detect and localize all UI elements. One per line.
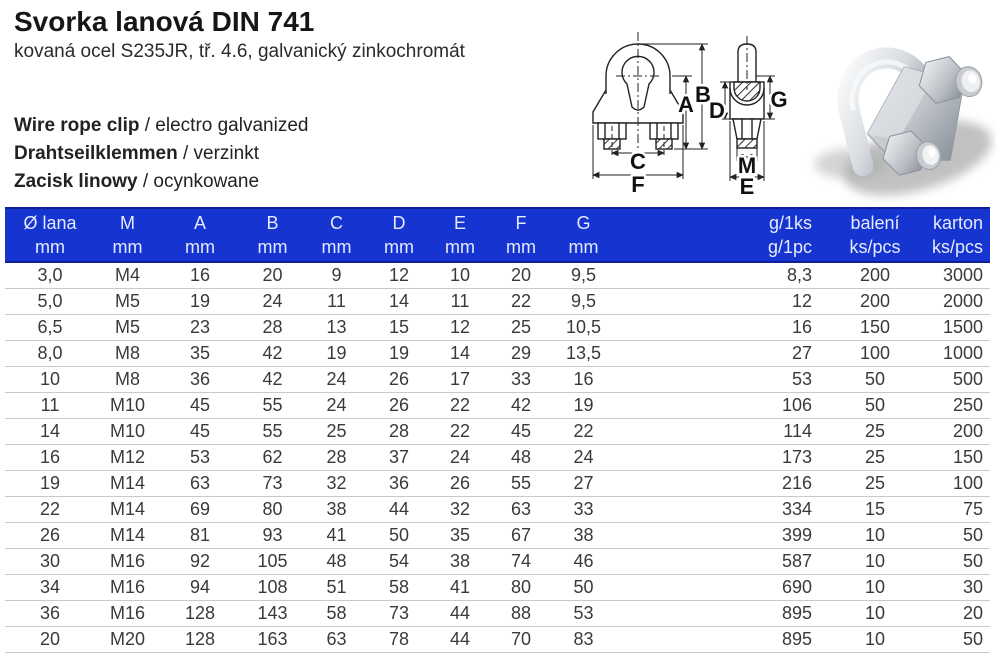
table-cell: 200: [830, 262, 920, 289]
table-cell: 92: [160, 549, 240, 575]
table-cell: M14: [95, 471, 160, 497]
table-cell: 50: [830, 393, 920, 419]
table-row: [5, 419, 990, 445]
table-cell: 6,5: [5, 315, 95, 341]
table-cell: M5: [95, 315, 160, 341]
table-cell: 19: [305, 341, 368, 367]
table-cell: 13: [305, 315, 368, 341]
table-cell: 80: [240, 497, 305, 523]
table-cell: 23: [160, 315, 240, 341]
spec-table: [5, 207, 990, 653]
table-cell: 73: [368, 601, 430, 627]
product-name-de-desc: / verzinkt: [177, 143, 259, 164]
table-cell: M10: [95, 393, 160, 419]
table-cell: 88: [490, 601, 552, 627]
table-cell: 28: [305, 445, 368, 471]
table-cell: 63: [490, 497, 552, 523]
table-cell: 41: [305, 523, 368, 549]
table-row: [5, 315, 990, 341]
table-cell: 94: [160, 575, 240, 601]
table-cell: 12: [430, 315, 490, 341]
table-cell: 45: [160, 419, 240, 445]
table-cell: 38: [305, 497, 368, 523]
table-cell: 33: [552, 497, 615, 523]
table-cell: 10: [830, 523, 920, 549]
table-cell: 50: [920, 549, 990, 575]
table-cell: 44: [430, 601, 490, 627]
table-cell: 28: [368, 419, 430, 445]
table-cell: 38: [552, 523, 615, 549]
table-cell: 20: [490, 262, 552, 289]
table-cell: 55: [490, 471, 552, 497]
dim-label-d: D: [709, 98, 725, 123]
table-cell: 16: [160, 262, 240, 289]
table-cell: M4: [95, 262, 160, 289]
table-cell: 48: [305, 549, 368, 575]
table-cell: M20: [95, 627, 160, 653]
table-cell: 150: [830, 315, 920, 341]
column-header: M mm: [95, 208, 160, 262]
table-cell: 78: [368, 627, 430, 653]
table-cell: 399: [615, 523, 830, 549]
table-cell: 24: [430, 445, 490, 471]
table-cell: M14: [95, 523, 160, 549]
table-row: [5, 262, 990, 289]
table-cell: 50: [368, 523, 430, 549]
table-cell: 93: [240, 523, 305, 549]
column-header: karton ks/pcs: [920, 208, 990, 262]
table-cell: 22: [490, 289, 552, 315]
table-cell: 26: [5, 523, 95, 549]
spec-table-head: [5, 208, 990, 262]
table-cell: 27: [552, 471, 615, 497]
table-cell: 26: [368, 393, 430, 419]
table-cell: 63: [160, 471, 240, 497]
table-cell: 51: [305, 575, 368, 601]
table-cell: 25: [830, 419, 920, 445]
table-cell: 14: [5, 419, 95, 445]
table-cell: 80: [490, 575, 552, 601]
table-cell: 22: [430, 393, 490, 419]
table-cell: 16: [552, 367, 615, 393]
table-cell: 10: [830, 601, 920, 627]
table-cell: 19: [5, 471, 95, 497]
table-cell: 58: [305, 601, 368, 627]
table-cell: 17: [430, 367, 490, 393]
table-cell: 150: [920, 445, 990, 471]
table-cell: 53: [615, 367, 830, 393]
table-cell: 14: [430, 341, 490, 367]
table-cell: 587: [615, 549, 830, 575]
table-row: [5, 627, 990, 653]
header-row: [5, 208, 990, 262]
product-name-pl-bold: Zacisk linowy: [14, 171, 138, 192]
table-cell: 75: [920, 497, 990, 523]
table-cell: 895: [615, 601, 830, 627]
table-cell: 3000: [920, 262, 990, 289]
product-name-pl: [14, 168, 308, 196]
table-cell: 22: [552, 419, 615, 445]
table-cell: 12: [615, 289, 830, 315]
table-cell: 1500: [920, 315, 990, 341]
table-cell: 24: [552, 445, 615, 471]
column-header: E mm: [430, 208, 490, 262]
column-header: B mm: [240, 208, 305, 262]
column-header: balení ks/pcs: [830, 208, 920, 262]
table-cell: 36: [160, 367, 240, 393]
dim-label-c: C: [630, 149, 646, 174]
table-cell: 50: [830, 367, 920, 393]
table-cell: 10: [430, 262, 490, 289]
column-header: g/1ks g/1pc: [615, 208, 830, 262]
table-cell: 8,0: [5, 341, 95, 367]
table-cell: 895: [615, 627, 830, 653]
table-cell: 45: [490, 419, 552, 445]
table-cell: 200: [920, 419, 990, 445]
table-cell: 500: [920, 367, 990, 393]
dim-label-a: A: [678, 92, 694, 117]
page-subtitle: kovaná ocel S235JR, tř. 4.6, galvanický zinkochromát: [14, 41, 465, 62]
table-cell: 70: [490, 627, 552, 653]
table-cell: 14: [368, 289, 430, 315]
table-cell: 41: [430, 575, 490, 601]
table-cell: 22: [5, 497, 95, 523]
table-cell: 81: [160, 523, 240, 549]
table-cell: 334: [615, 497, 830, 523]
table-cell: M14: [95, 497, 160, 523]
table-cell: 15: [830, 497, 920, 523]
table-cell: 114: [615, 419, 830, 445]
table-cell: 690: [615, 575, 830, 601]
table-cell: 105: [240, 549, 305, 575]
table-cell: 69: [160, 497, 240, 523]
table-cell: 35: [160, 341, 240, 367]
table-cell: 100: [920, 471, 990, 497]
column-header: Ø lana mm: [5, 208, 95, 262]
table-cell: 19: [552, 393, 615, 419]
table-cell: 24: [305, 393, 368, 419]
table-cell: 20: [920, 601, 990, 627]
table-cell: 9: [305, 262, 368, 289]
table-cell: 55: [240, 393, 305, 419]
dim-label-m: M: [737, 153, 757, 178]
table-cell: 11: [305, 289, 368, 315]
table-cell: 5,0: [5, 289, 95, 315]
table-cell: M16: [95, 575, 160, 601]
table-cell: 36: [5, 601, 95, 627]
table-cell: 22: [430, 419, 490, 445]
column-header: C mm: [305, 208, 368, 262]
table-cell: 1000: [920, 341, 990, 367]
table-cell: 16: [615, 315, 830, 341]
table-cell: 44: [368, 497, 430, 523]
table-cell: 30: [920, 575, 990, 601]
table-cell: 2000: [920, 289, 990, 315]
table-row: [5, 393, 990, 419]
column-header: D mm: [368, 208, 430, 262]
dim-label-g: G: [770, 87, 788, 112]
table-cell: 11: [5, 393, 95, 419]
table-cell: 83: [552, 627, 615, 653]
table-cell: 42: [240, 367, 305, 393]
table-row: [5, 289, 990, 315]
table-cell: 143: [240, 601, 305, 627]
product-name-de: [14, 140, 308, 168]
table-cell: 50: [920, 523, 990, 549]
table-cell: 37: [368, 445, 430, 471]
table-cell: 200: [830, 289, 920, 315]
table-cell: 25: [305, 419, 368, 445]
table-cell: 26: [430, 471, 490, 497]
column-header: G mm: [552, 208, 615, 262]
table-cell: 28: [240, 315, 305, 341]
spec-table-body: [5, 262, 990, 653]
table-cell: M16: [95, 601, 160, 627]
table-row: [5, 471, 990, 497]
table-cell: M10: [95, 419, 160, 445]
table-cell: 63: [305, 627, 368, 653]
table-cell: 35: [430, 523, 490, 549]
table-cell: 216: [615, 471, 830, 497]
table-cell: 20: [5, 627, 95, 653]
table-cell: 54: [368, 549, 430, 575]
table-cell: 36: [368, 471, 430, 497]
table-row: [5, 549, 990, 575]
table-cell: 8,3: [615, 262, 830, 289]
product-name-pl-desc: / ocynkowane: [137, 171, 260, 192]
table-cell: 163: [240, 627, 305, 653]
table-cell: 32: [305, 471, 368, 497]
table-cell: 15: [368, 315, 430, 341]
product-photo: [796, 8, 996, 208]
product-names: [14, 112, 308, 196]
table-cell: 9,5: [552, 289, 615, 315]
table-cell: 27: [615, 341, 830, 367]
table-cell: 10: [830, 627, 920, 653]
table-cell: 10: [5, 367, 95, 393]
table-cell: 128: [160, 627, 240, 653]
table-cell: 46: [552, 549, 615, 575]
column-header: F mm: [490, 208, 552, 262]
table-cell: 42: [490, 393, 552, 419]
table-cell: M8: [95, 367, 160, 393]
table-cell: 108: [240, 575, 305, 601]
table-cell: 10: [830, 575, 920, 601]
table-cell: 53: [552, 601, 615, 627]
table-cell: 33: [490, 367, 552, 393]
table-cell: 25: [830, 445, 920, 471]
table-row: [5, 341, 990, 367]
table-cell: 10,5: [552, 315, 615, 341]
page-title: Svorka lanová DIN 741: [14, 6, 315, 37]
table-cell: 55: [240, 419, 305, 445]
table-cell: 19: [368, 341, 430, 367]
table-cell: 62: [240, 445, 305, 471]
product-name-en-desc: / electro galvanized: [139, 115, 309, 136]
table-cell: 11: [430, 289, 490, 315]
table-row: [5, 523, 990, 549]
dim-label-b: B: [695, 82, 711, 107]
table-cell: 100: [830, 341, 920, 367]
table-cell: 250: [920, 393, 990, 419]
table-cell: 38: [430, 549, 490, 575]
column-header: A mm: [160, 208, 240, 262]
table-cell: 34: [5, 575, 95, 601]
table-row: [5, 575, 990, 601]
table-cell: M8: [95, 341, 160, 367]
table-cell: M12: [95, 445, 160, 471]
table-row: [5, 601, 990, 627]
table-cell: 45: [160, 393, 240, 419]
product-name-en: [14, 112, 308, 140]
product-name-de-bold: Drahtseilklemmen: [14, 143, 178, 164]
table-row: [5, 497, 990, 523]
table-cell: 9,5: [552, 262, 615, 289]
table-cell: 20: [240, 262, 305, 289]
table-cell: 12: [368, 262, 430, 289]
title-block: [14, 6, 465, 63]
table-cell: 48: [490, 445, 552, 471]
table-cell: 173: [615, 445, 830, 471]
table-cell: 19: [160, 289, 240, 315]
table-cell: 30: [5, 549, 95, 575]
table-cell: 10: [830, 549, 920, 575]
table-cell: 3,0: [5, 262, 95, 289]
table-cell: 26: [368, 367, 430, 393]
table-cell: 42: [240, 341, 305, 367]
table-row: [5, 445, 990, 471]
table-cell: 50: [920, 627, 990, 653]
table-cell: 24: [240, 289, 305, 315]
table-cell: 128: [160, 601, 240, 627]
table-cell: 74: [490, 549, 552, 575]
table-cell: 13,5: [552, 341, 615, 367]
product-name-en-bold: Wire rope clip: [14, 115, 140, 136]
table-cell: 32: [430, 497, 490, 523]
table-cell: 67: [490, 523, 552, 549]
table-cell: 29: [490, 341, 552, 367]
table-cell: 16: [5, 445, 95, 471]
table-cell: 106: [615, 393, 830, 419]
table-cell: 25: [830, 471, 920, 497]
table-cell: 25: [490, 315, 552, 341]
dim-label-f: F: [631, 172, 645, 197]
table-cell: M16: [95, 549, 160, 575]
table-row: [5, 367, 990, 393]
table-cell: 58: [368, 575, 430, 601]
table-cell: 24: [305, 367, 368, 393]
table-cell: 73: [240, 471, 305, 497]
table-cell: 53: [160, 445, 240, 471]
table-cell: M5: [95, 289, 160, 315]
table-cell: 50: [552, 575, 615, 601]
dim-label-e: E: [739, 174, 755, 199]
table-cell: 44: [430, 627, 490, 653]
technical-drawing: [586, 26, 793, 208]
